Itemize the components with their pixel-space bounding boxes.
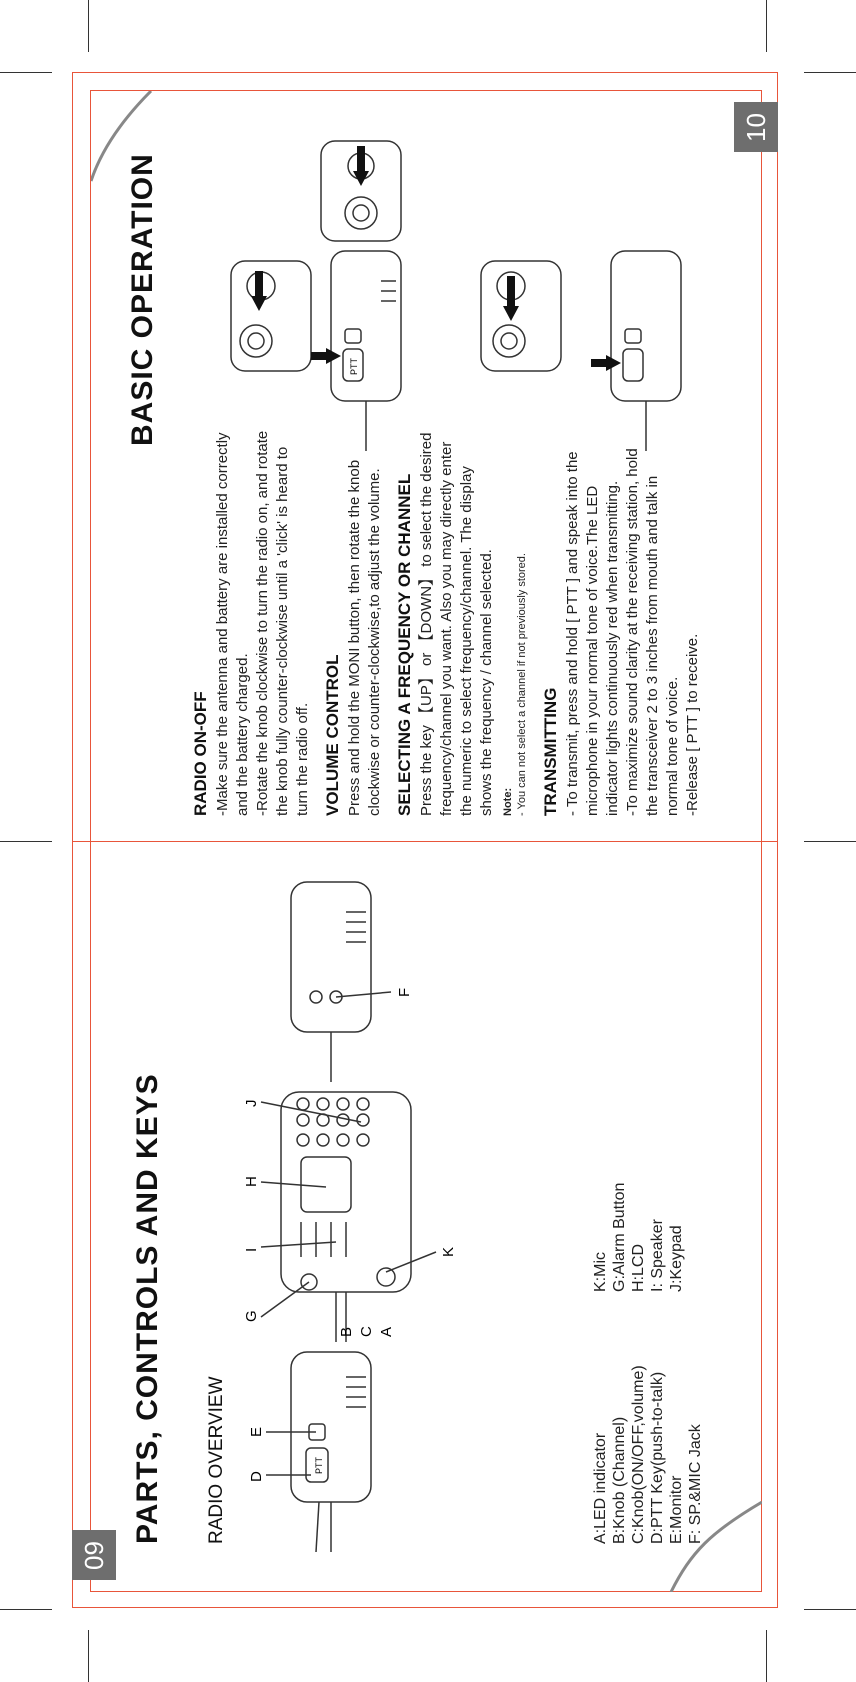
- crop-mark: [0, 72, 52, 73]
- section-subtitle: RADIO OVERVIEW: [206, 1376, 227, 1544]
- parts-list-1: [591, 1365, 705, 1544]
- callout-h: H: [243, 1176, 260, 1187]
- section-body: -Make sure the antenna and battery are installed correctly and the battery charged. -Rotate the knob clockwise to turn the radio on, and rotate the knob fully counter-clockwise until a 'click' is heard to turn the radio off.: [214, 430, 311, 816]
- page-number-09: [72, 1530, 116, 1580]
- section-body: - To transmit, press and hold [ PTT ] and speak into the microphone in your normal tone of voice.The LED indicator lights continuously red when transmitting. -To maximize sound clarity at the receiving station, hold the transceiver 2 to 3 inches from mouth and talk in normal tone of voice. -Release [ PTT ] to receive.: [564, 448, 701, 816]
- page-09: [91, 842, 762, 1592]
- list-item: A:LED indicator: [592, 1432, 609, 1544]
- operation-illustrations: [91, 91, 762, 841]
- list-item: H:LCD: [630, 1243, 647, 1292]
- section-heading-volume-control: VOLUME CONTROL: [323, 654, 342, 816]
- list-item: I: Speaker: [649, 1219, 666, 1292]
- callout-c: C: [358, 1326, 375, 1337]
- section-body: Press the key 【UP】 or 【DOWN】 to select the desired frequency/channel you want. Also you may directly enter the numeric to select frequency/channel. The display shows the frequency / channel selected.: [418, 432, 495, 816]
- callout-k: K: [440, 1246, 457, 1257]
- section-body: Press and hold the MONI button, then rotate the knob clockwise or counter-clockwise,to adjust the volume.: [346, 459, 383, 816]
- crop-mark: [88, 1630, 89, 1682]
- crop-mark: [766, 0, 767, 52]
- list-item: D:PTT Key(push-to-talk): [649, 1371, 666, 1544]
- page-10-content: [91, 91, 762, 841]
- callout-g: G: [243, 1310, 260, 1322]
- crop-mark: [766, 1630, 767, 1682]
- list-item: K:Mic: [592, 1252, 609, 1292]
- ptt-callout: PTT: [314, 1457, 324, 1474]
- list-item: F: SP.&MIC Jack: [687, 1424, 704, 1544]
- section-heading-transmitting: TRANSMITTING: [541, 687, 560, 816]
- crop-mark: [804, 1609, 856, 1610]
- page-number-10: [734, 102, 778, 152]
- page-number-text: 10: [740, 112, 771, 142]
- callout-e: E: [248, 1426, 265, 1437]
- callout-a: A: [378, 1326, 395, 1337]
- callout-j: J: [243, 1099, 260, 1107]
- ptt-label: PTT: [349, 358, 359, 375]
- page-title: PARTS, CONTROLS AND KEYS: [131, 1073, 164, 1544]
- page-number-text: 09: [78, 1540, 109, 1570]
- crop-mark: [0, 841, 52, 842]
- crop-mark: [804, 841, 856, 842]
- note-text: - You can not select a channel if not previously stored.: [516, 553, 528, 816]
- section-heading-radio-on-off: RADIO ON-OFF: [191, 691, 210, 816]
- page-10: [91, 91, 762, 841]
- crop-mark: [88, 0, 89, 52]
- note-label: Note:: [502, 787, 514, 816]
- callout-f: F: [396, 987, 413, 997]
- list-item: B:Knob (Channel): [611, 1416, 628, 1544]
- callout-i: I: [243, 1247, 260, 1252]
- page-title: BASIC OPERATION: [126, 153, 159, 446]
- list-item: E:Monitor: [668, 1475, 685, 1544]
- crop-mark: [804, 72, 856, 73]
- crop-mark: [0, 1609, 52, 1610]
- section-heading-selecting-frequency: SELECTING A FREQUENCY OR CHANNEL: [395, 473, 414, 816]
- callout-b: B: [338, 1326, 355, 1337]
- list-item: J:Keypad: [668, 1225, 685, 1292]
- page-09-content: [91, 842, 762, 1592]
- list-item: C:Knob(ON/OFF,volume): [630, 1365, 647, 1544]
- parts-list-2: [591, 1183, 686, 1292]
- list-item: G:Alarm Button: [611, 1182, 628, 1292]
- callout-d: D: [248, 1471, 265, 1482]
